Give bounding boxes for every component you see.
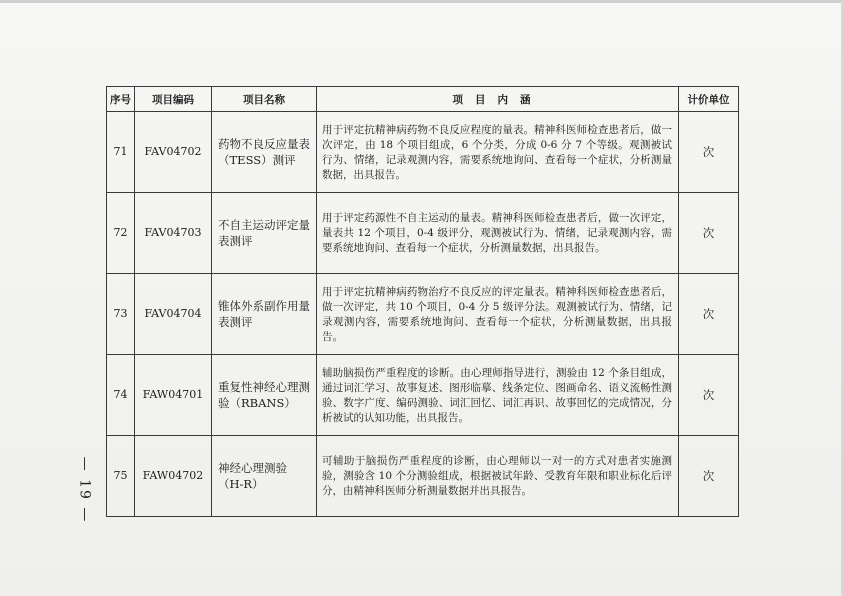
row-content: 用于评定药源性不自主运动的量表。精神科医师检查患者后，做一次评定，量表共 12 个项目，0-4 级评分，观测被试行为、情绪，记录观测内容，需要系统地询问、查看每一个症状，分析测量数据，出具报告。 xyxy=(317,193,679,274)
row-content: 辅助脑损伤严重程度的诊断。由心理师指导进行，测验由 12 个条目组成，通过词汇学习、故事复述、图形临摹、线条定位、图画命名、语义流畅性测验、数字广度、编码测验、词汇回忆、词汇再识、故事回忆的完成情况，分析被试的认知功能，出具报告。 xyxy=(317,355,679,436)
row-seq: 72 xyxy=(107,193,135,274)
header-unit: 计价单位 xyxy=(679,87,739,112)
row-seq: 75 xyxy=(107,436,135,517)
row-unit: 次 xyxy=(679,193,739,274)
row-code: FAV04702 xyxy=(135,112,212,193)
header-code: 项目编码 xyxy=(135,87,212,112)
page-number xyxy=(70,455,98,525)
row-code: FAW04702 xyxy=(135,436,212,517)
row-name: 不自主运动评定量表测评 xyxy=(212,193,317,274)
header-seq: 序号 xyxy=(107,87,135,112)
row-name: 药物不良反应量表（TESS）测评 xyxy=(212,112,317,193)
fee-items-table xyxy=(106,86,739,517)
row-content: 可辅助于脑损伤严重程度的诊断，由心理师以一对一的方式对患者实施测验，测验含 10 个分测验组成，根据被试年龄、受教育年限和职业标化后评分，由精神科医师分析测量数据并出具报告。 xyxy=(317,436,679,517)
row-unit: 次 xyxy=(679,436,739,517)
row-unit: 次 xyxy=(679,274,739,355)
row-unit: 次 xyxy=(679,355,739,436)
table-row xyxy=(107,355,739,436)
row-code: FAV04704 xyxy=(135,274,212,355)
row-name: 锥体外系副作用量表测评 xyxy=(212,274,317,355)
row-content: 用于评定抗精神病药物不良反应程度的量表。精神科医师检查患者后，做一次评定，由 18 个项目组成，6 个分类，分成 0-6 分 7 个等级。观测被试行为、情绪，记录观测内容，需要系统地询问、查看每一个症状，分析测量数据，出具报告。 xyxy=(317,112,679,193)
row-content: 用于评定抗精神病药物治疗不良反应的评定量表。精神科医师检查患者后，做一次评定，共 10 个项目，0-4 分 5 级评分法。观测被试行为、情绪，记录观测内容，需要系统地询问、查看每一个症状，分析测量数据，出具报告。 xyxy=(317,274,679,355)
table-header-row xyxy=(107,87,739,112)
scan-top-edge xyxy=(0,0,843,3)
header-name: 项目名称 xyxy=(212,87,317,112)
row-code: FAV04703 xyxy=(135,193,212,274)
table-row xyxy=(107,112,739,193)
row-code: FAW04701 xyxy=(135,355,212,436)
table-row xyxy=(107,436,739,517)
header-content: 项目内涵 xyxy=(317,87,679,112)
row-unit: 次 xyxy=(679,112,739,193)
page-number-text: — 19 — xyxy=(76,456,92,524)
row-seq: 74 xyxy=(107,355,135,436)
table-row xyxy=(107,193,739,274)
table-row xyxy=(107,274,739,355)
row-seq: 73 xyxy=(107,274,135,355)
row-name: 神经心理测验（H-R） xyxy=(212,436,317,517)
row-name: 重复性神经心理测验（RBANS） xyxy=(212,355,317,436)
row-seq: 71 xyxy=(107,112,135,193)
